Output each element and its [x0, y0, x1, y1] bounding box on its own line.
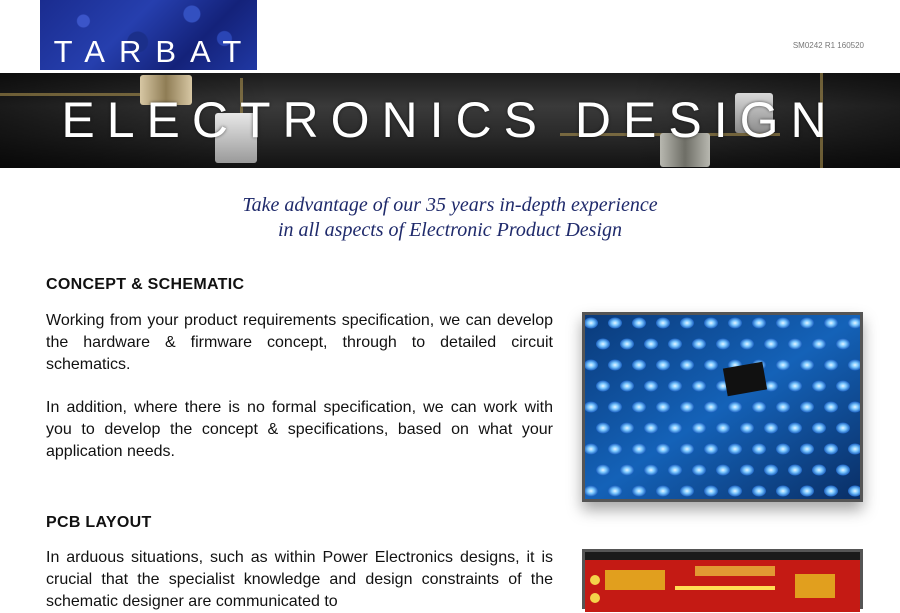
section-heading-concept: CONCEPT & SCHEMATIC: [46, 276, 245, 293]
led-dot: [608, 486, 622, 497]
led-dot: [680, 444, 694, 455]
led-dot: [788, 339, 802, 350]
led-dot: [632, 486, 646, 497]
led-dot: [776, 444, 790, 455]
led-dot: [728, 444, 742, 455]
led-dot: [680, 486, 694, 497]
led-dot: [692, 339, 706, 350]
led-dot: [764, 423, 778, 434]
led-dot: [812, 339, 826, 350]
section-paragraph: In addition, where there is no formal specification, we can work with you to develop the concept & specifications, based on what your application needs.: [46, 399, 553, 460]
led-dot: [836, 339, 850, 350]
led-dot: [632, 444, 646, 455]
banner-title: ELECTRONICS DESIGN: [61, 92, 839, 148]
led-dot: [752, 318, 766, 329]
led-dot: [692, 381, 706, 392]
led-dot: [680, 360, 694, 371]
led-dot: [680, 402, 694, 413]
led-dot: [764, 465, 778, 476]
led-dot: [608, 444, 622, 455]
led-dot: [608, 360, 622, 371]
led-dot: [608, 402, 622, 413]
led-dot: [656, 360, 670, 371]
led-dot: [656, 444, 670, 455]
section-paragraph: Working from your product requirements specification, we can develop the hardware & firmware concept, through to detailed circuit schematics.: [46, 312, 553, 373]
banner: [0, 73, 900, 168]
tagline-line-1: Take advantage of our 35 years in-depth experience: [242, 194, 658, 216]
led-dot: [632, 360, 646, 371]
led-dot: [824, 486, 838, 497]
pcb-image: [585, 552, 860, 612]
led-dot: [704, 402, 718, 413]
led-dot: [608, 318, 622, 329]
led-dot: [788, 423, 802, 434]
led-dot: [716, 465, 730, 476]
led-dot: [632, 402, 646, 413]
led-dot: [644, 465, 658, 476]
led-dot: [620, 339, 634, 350]
led-dot: [668, 465, 682, 476]
document-reference: SM0242 R1 160520: [792, 41, 864, 50]
led-dot: [668, 381, 682, 392]
led-dot: [644, 423, 658, 434]
led-dot: [596, 465, 610, 476]
led-dot: [752, 444, 766, 455]
led-dot: [620, 381, 634, 392]
led-dot: [620, 423, 634, 434]
led-dot: [728, 486, 742, 497]
section-heading-pcb: PCB LAYOUT: [46, 514, 152, 531]
led-dot: [824, 402, 838, 413]
led-dot: [704, 360, 718, 371]
tagline-line-2: in all aspects of Electronic Product Design: [277, 219, 622, 241]
led-dot: [836, 423, 850, 434]
led-dot: [776, 360, 790, 371]
led-dot: [668, 339, 682, 350]
led-dot: [692, 465, 706, 476]
led-dot: [656, 318, 670, 329]
led-dot: [824, 318, 838, 329]
led-dot: [596, 339, 610, 350]
led-dot: [620, 465, 634, 476]
led-dot: [716, 339, 730, 350]
led-dot: [740, 465, 754, 476]
led-dot: [824, 360, 838, 371]
led-dot: [656, 486, 670, 497]
led-dot: [800, 318, 814, 329]
led-dot: [788, 465, 802, 476]
led-dot: [752, 402, 766, 413]
led-dot: [776, 402, 790, 413]
led-dot: [812, 465, 826, 476]
led-dot: [704, 318, 718, 329]
led-dot: [596, 423, 610, 434]
led-dot: [680, 318, 694, 329]
led-dot: [656, 402, 670, 413]
led-dot: [800, 444, 814, 455]
section-paragraph: In arduous situations, such as within Power Electronics designs, it is crucial that the specialist knowledge and design constraints of the schematic designer are communicated to: [46, 549, 553, 610]
led-dot: [740, 339, 754, 350]
led-dot: [812, 381, 826, 392]
led-dot: [704, 486, 718, 497]
pcb-layout-photo: [582, 549, 863, 609]
led-dot: [644, 381, 658, 392]
led-dot: [788, 381, 802, 392]
led-dot: [728, 402, 742, 413]
led-array-photo: [582, 312, 863, 502]
led-dot: [704, 444, 718, 455]
led-dot: [800, 402, 814, 413]
led-dot: [776, 318, 790, 329]
led-dot: [668, 423, 682, 434]
led-dot: [632, 318, 646, 329]
led-dot: [752, 486, 766, 497]
company-logo: [40, 0, 257, 70]
led-dot: [596, 381, 610, 392]
led-dot: [692, 423, 706, 434]
led-dot: [764, 339, 778, 350]
led-dot: [836, 381, 850, 392]
led-dot: [716, 423, 730, 434]
led-array-image: [585, 315, 860, 499]
led-dot: [800, 360, 814, 371]
led-dot: [728, 318, 742, 329]
logo-text: TARBAT: [53, 34, 256, 69]
tagline: [0, 193, 900, 243]
led-dot: [644, 339, 658, 350]
led-dot: [740, 423, 754, 434]
led-dot: [800, 486, 814, 497]
led-dot: [776, 486, 790, 497]
led-dot: [824, 444, 838, 455]
led-dot: [836, 465, 850, 476]
led-dot: [812, 423, 826, 434]
